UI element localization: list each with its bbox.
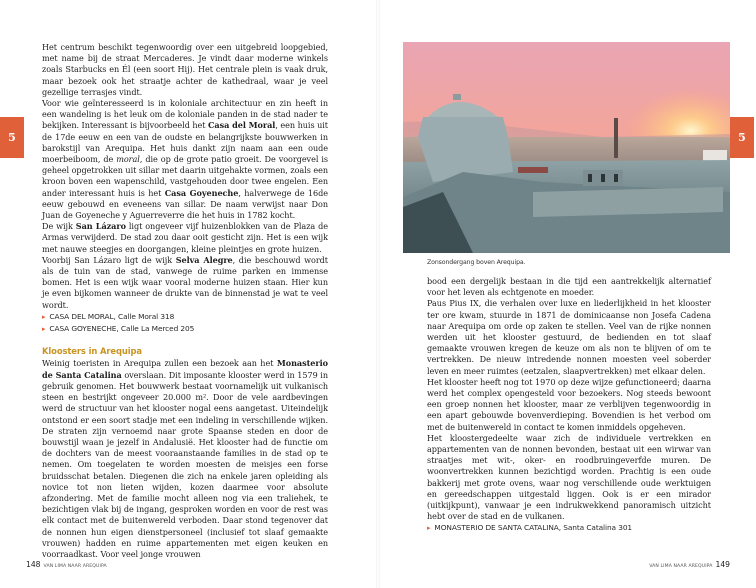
text-run: , een huis uit de 17de eeuw en een van de oudste en belangrijkste bouwwerken in barokstijl van Arequipa. Het huis dankt zijn naam aan een oude moerbeiboom, de <box>42 120 328 165</box>
bold-term: Casa del Moral <box>208 120 276 131</box>
arrow-bullet-icon: ▸ <box>42 325 46 334</box>
chapter-tab: 5 <box>0 117 24 158</box>
bold-term: Casa Goyeneche <box>164 187 239 198</box>
photo-image <box>403 42 730 253</box>
right-page <box>378 0 756 588</box>
paragraph <box>42 221 328 255</box>
text-run: , die beschouwd wordt als de tuin van de stad, vanwege de ruime parken en immense bomen. Het is een wijk waar vooral moderne huizen staan. Hier kun je even bijkomen wanneer de drukte van de binnenstad je wat te veel wordt. <box>42 254 328 310</box>
paragraph <box>42 98 328 221</box>
right-text-column <box>427 276 711 535</box>
photo-caption: Zonsondergang boven Arequipa. <box>427 259 526 266</box>
listing-casa-del-moral: ▸ CASA DEL MORAL, Calle Moral 318 <box>42 311 328 323</box>
arrow-bullet-icon: ▸ <box>42 312 46 321</box>
text-run: Weinig toeristen in Arequipa zullen een bezoek aan het <box>42 358 277 369</box>
left-paragraphs <box>42 42 328 311</box>
text-run: , die op de grote patio groeit. De voorgevel is geheel opgetrokken uit sillar met daarin uitgehakte vormen, zoals een kroon boven een wapenschild, vastgehouden door twee engelen. Een ander interessant huis is het <box>42 154 329 198</box>
text-run: ligt ongeveer vijf huizenblokken van de Plaza de Armas verwijderd. De stad zou daar ooit gesticht zijn. Het is een wijk met nauwe steegjes en doorgangen, kleine pleintjes en grote huizen. <box>42 221 328 254</box>
text-run: Het centrum beschikt tegenwoordig over een uitgebreid loopgebied, met name bij de straat Mercaderes. Je vindt daar moderne winkels zoals Starbucks en Él (een soort Hij). Het centrale plein is vaak druk, maar bezoek ook het straatje achter de kathedraal, waar je veel gezellige terrasjes vindt. <box>42 42 328 97</box>
page-footer-right <box>649 560 730 569</box>
text-run: De wijk <box>42 221 76 232</box>
bold-term: Monasterio de Santa Catalina <box>42 358 328 380</box>
bold-term: San Lázaro <box>75 221 126 232</box>
paragraph <box>42 42 328 98</box>
photo-sunset-arequipa <box>403 42 730 253</box>
chapter-tab: 5 <box>730 117 754 158</box>
paragraph <box>42 358 328 560</box>
running-title: VAN LIMA NAAR AREQUIPA <box>649 564 713 569</box>
text-run: , halverwege de 16de eeuw gebouwd en eveneens van sillar. De naam verwijst naar Don Juan de Goyeneche y Aguerreverre die het huis in 1782 kocht. <box>42 187 328 221</box>
paragraph: Het kloostergedeelte waar zich de individuele vertrekken en appartementen van de nonnen bevonden, bestaat uit een wirwar van straatjes met wit-, oker- en roodbruingeverfde muren. De woonvertrekken kunnen bezichtigd worden. Prachtig is een oude bakkerij met grote ovens, waar nog verschillende oude werktuigen en gereedschappen uitgestald liggen. Ook is er een mirador (uitkijkpunt), vanwaar je een indrukwekkend panoramisch uitzicht hebt over de stad en de vulkanen. <box>427 432 711 522</box>
section-paragraph <box>42 358 328 560</box>
section-heading: Kloosters in Arequipa <box>42 346 142 357</box>
listing-casa-goyeneche: ▸ CASA GOYENECHE, Calle La Merced 205 <box>42 323 328 335</box>
listing-monasterio-santa-catalina: ▸ MONASTERIO DE SANTA CATALINA, Santa Catalina 301 <box>427 522 711 534</box>
text-run: Voorbij San Lázaro ligt de wijk <box>42 254 176 265</box>
arrow-bullet-icon: ▸ <box>427 524 431 533</box>
page-number: 149 <box>715 560 730 569</box>
bold-term: Selva Alegre <box>175 254 233 265</box>
page-footer-left <box>26 560 107 569</box>
text-run: Voor wie geïnteresseerd is in koloniale architectuur en zin heeft in een wandeling is het leuk om de koloniale panden in de stad nader te bekijken. Interessant is bijvoorbeeld het <box>42 98 328 131</box>
running-title: VAN LIMA NAAR AREQUIPA <box>43 564 107 569</box>
paragraph: bood een dergelijk bestaan in die tijd een aantrekkelijk alternatief voor het leven als echtgenote en moeder. <box>427 276 711 298</box>
paragraph: Paus Pius IX, die verhalen over luxe en liederlijkheid in het klooster ter ore kwam, stuurde in 1871 de dominicaanse non Josefa Cadena naar Arequipa om orde op zaken te stellen. Veel van de rijke nonnen werden uit het klooster gestuurd, de bedienden en tot slaaf gemaakte vrouwen kregen de keuze om als non te blijven of om te vertrekken. De nieuw intredende nonnen moesten veel soberder leven en meer ruimtes (eetzalen, slaapvertrekken) met elkaar delen. <box>427 298 711 376</box>
paragraph: Het klooster heeft nog tot 1970 op deze wijze gefunctioneerd; daarna werd het complex opengesteld voor bezoekers. Nog steeds bewoont een groep nonnen het klooster, maar ze verblijven tegenwoordig in een apart gebouwde bovenverdieping. Bovendien is het verbod om met de buitenwereld in contact te komen inmiddels opgeheven. <box>427 376 711 432</box>
page-number: 148 <box>26 560 41 569</box>
left-text-column <box>42 42 328 560</box>
text-run: overslaan. Dit imposante klooster werd in 1579 in gebruik genomen. Het bouwwerk bestaat voornamelijk uit vulkanisch steen en bestrijkt ongeveer 20.000 m². Door de vele aardbevingen werd de structuur van het klooster nogal eens aangetast. Uiteindelijk ontstond er een soort stadje met een indeling in verschillende wijken. De straten zijn vernoemd naar grote Spaanse steden en door de bouwstijl waan je jezelf in Andalusië. Het klooster had de functie om de dochters van de meest vooraanstaande families in de stad op te nemen. Om toegelaten te worden moesten de meisjes een forse bruidsschat betalen. Diegenen die zich na enkele jaren opleiding als novice tot non lieten wijden, kozen daarmee voor absolute afzondering. Met de familie mocht alleen nog via een traliehek, te bezichtigen vlak bij de ingang, gesproken worden en voor de rest was elk contact met de buitenwereld verboden. Daar stond tegenover dat de nonnen hun eigen dienstpersoneel (inclusief tot slaaf gemaakte vrouwen) hadden en ruime appartementen met eigen keuken en voorraadkast. Voor veel jonge vrouwen <box>42 369 328 559</box>
italic-term: moral <box>116 154 140 165</box>
paragraph <box>42 255 328 311</box>
